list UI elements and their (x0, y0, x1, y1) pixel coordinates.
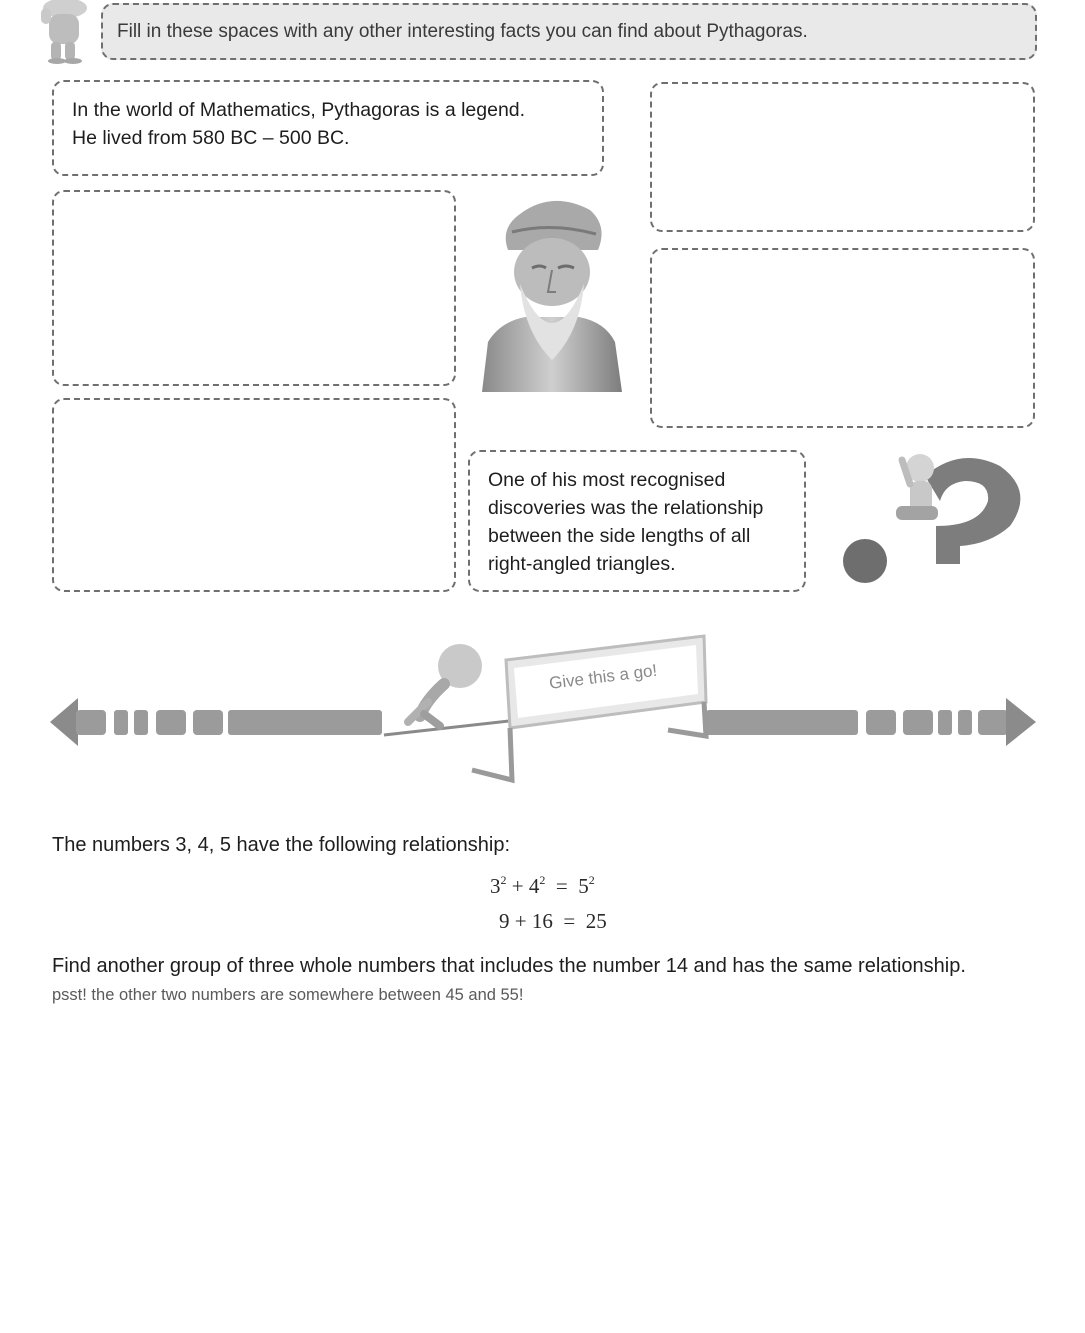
banner-text: Fill in these spaces with any other interesting facts you can find about Pythagoras. (117, 21, 808, 42)
left-arrow-icon (50, 698, 78, 746)
answer-area[interactable] (52, 1020, 1032, 1310)
hint-text: psst! the other two numbers are somewhere between 45 and 55! (52, 986, 524, 1004)
fact-box-blank[interactable] (52, 398, 456, 592)
track-illustration (48, 630, 1038, 800)
thinking-figure-icon (35, 0, 99, 64)
pythagoras-bust-icon (480, 192, 624, 392)
fact-box-blank[interactable] (52, 190, 456, 386)
equation-squares: $3^2 + 4^2 = 5^2$ (490, 873, 595, 898)
right-arrow-icon (1006, 698, 1036, 746)
intro-fact-box (52, 80, 604, 176)
hurdle-sign-icon (472, 636, 706, 780)
question-text: Find another group of three whole numbers that includes the number 14 and has the same relationship. (52, 955, 966, 977)
runner-figure-icon (408, 644, 482, 726)
intro-line-2: He lived from 580 BC – 500 BC. (72, 127, 350, 149)
discovery-fact-box (468, 450, 806, 592)
fact-box-blank[interactable] (650, 248, 1035, 428)
relationship-title: The numbers 3, 4, 5 have the following relationship: (52, 834, 511, 856)
hurdle-sign-text: Give this a go! (548, 660, 659, 693)
discovery-text: One of his most recognised discoveries was the relationship between the side lengths of all right-angled triangles. (488, 469, 764, 575)
intro-line-1: In the world of Mathematics, Pythagoras is a legend. (72, 99, 526, 121)
question-mark-figure-icon (840, 446, 1035, 586)
fact-box-blank[interactable] (650, 82, 1035, 232)
equation-sum: 9 + 16 = 25 (499, 909, 607, 933)
instructions-banner (101, 3, 1037, 60)
